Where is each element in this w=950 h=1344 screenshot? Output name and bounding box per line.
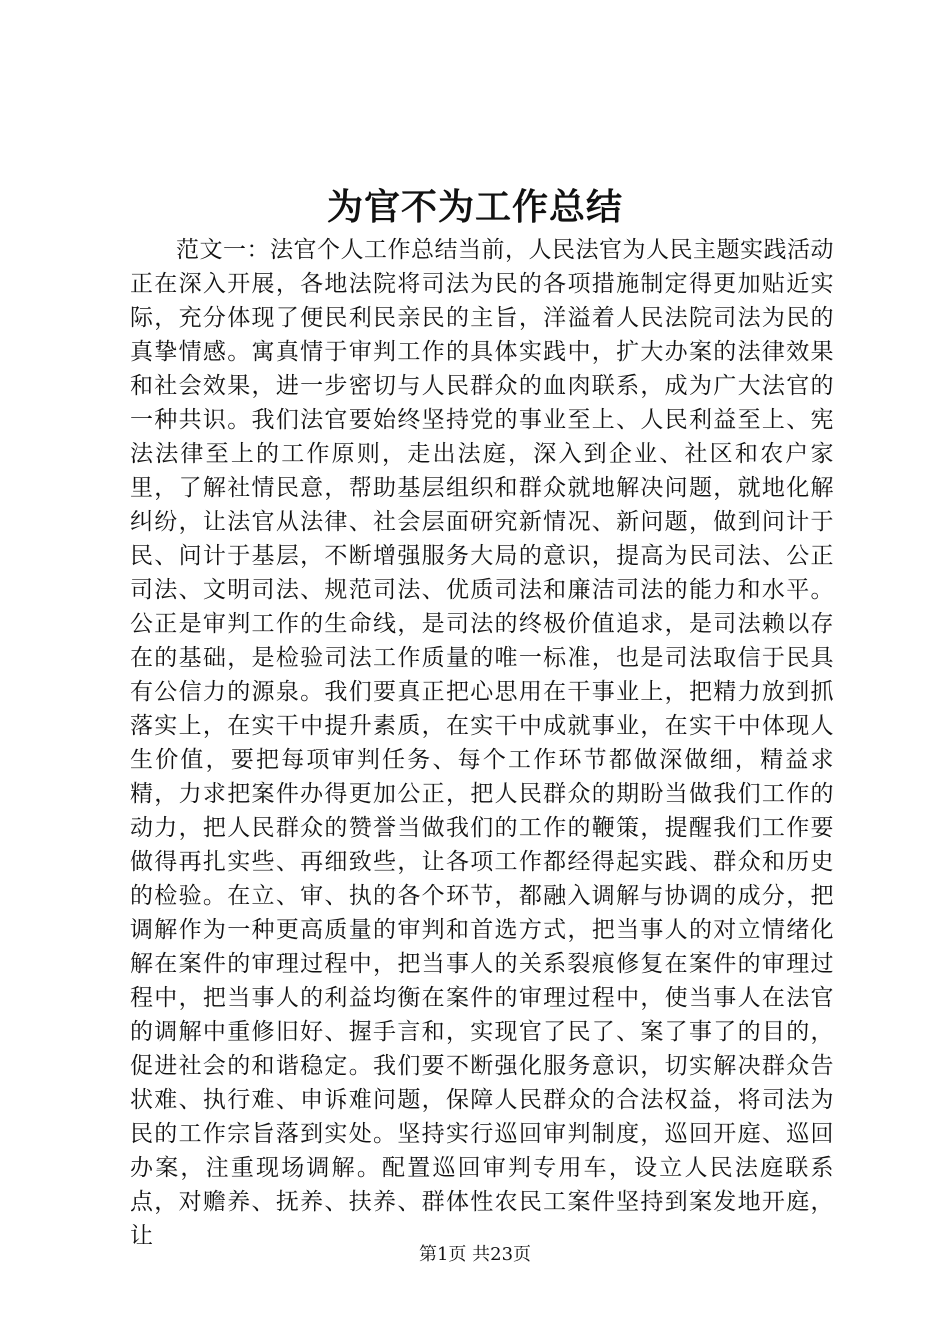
page-number: 第1页 共23页 bbox=[418, 1244, 532, 1265]
page-title: 为官不为工作总结 bbox=[326, 186, 623, 228]
body-paragraph: 范文一：法官个人工作总结当前，人民法官为人民主题实践活动正在深入开展，各地法院将司法为民的各项措施制定得更加贴近实际，充分体现了便民利民亲民的主旨，洋溢着人民法院司法为民的真挚情感。寓真情于审判工作的具体实践中，扩大办案的法律效果和社会效果，进一步密切与人民群众的血肉联系，成为广大法官的一种共识。我们法官要始终坚持党的事业至上、人民利益至上、宪法法律至上的工作原则，走出法庭，深入到企业、社区和农户家里，了解社情民意，帮助基层组织和群众就地解决问题，就地化解纠纷，让法官从法律、社会层面研究新情况、新问题，做到问计于民、问计于基层，不断增强服务大局的意识，提高为民司法、公正司法、文明司法、规范司法、优质司法和廉洁司法的能力和水平。公正是审判工作的生命线，是司法的终极价值追求，是司法赖以存在的基础，是检验司法工作质量的唯一标准，也是司法取信于民具有公信力的源泉。我们要真正把心思用在干事业上，把精力放到抓落实上，在实干中提升素质，在实干中成就事业，在实干中体现人生价值，要把每项审判任务、每个工作环节都做深做细，精益求精，力求把案件办得更加公正，把人民群众的期盼当做我们工作的动力，把人民群众的赞誉当做我们的工作的鞭策，提醒我们工作要做得再扎实些、再细致些，让各项工作都经得起实践、群众和历史的检验。在立、审、执的各个环节，都融入调解与协调的成分，把调解作为一种更高质量的审判和首选方式，把当事人的对立情绪化解在案件的审理过程中，把当事人的关系裂痕修复在案件的审理过程中，把当事人的利益均衡在案件的审理过程中，使当事人在法官的调解中重修旧好、握手言和，实现官了民了、案了事了的目的，促进社会的和谐稳定。我们要不断强化服务意识，切实解决群众告状难、执行难、申诉难问题，保障人民群众的合法权益，将司法为民的工作宗旨落到实处。坚持实行巡回审判制度，巡回开庭、巡回办案，注重现场调解。配置巡回审判专用车，设立人民法庭联系点，对赡养、抚养、扶养、群体性农民工案件坚持到案发地开庭，让 bbox=[130, 237, 834, 1249]
